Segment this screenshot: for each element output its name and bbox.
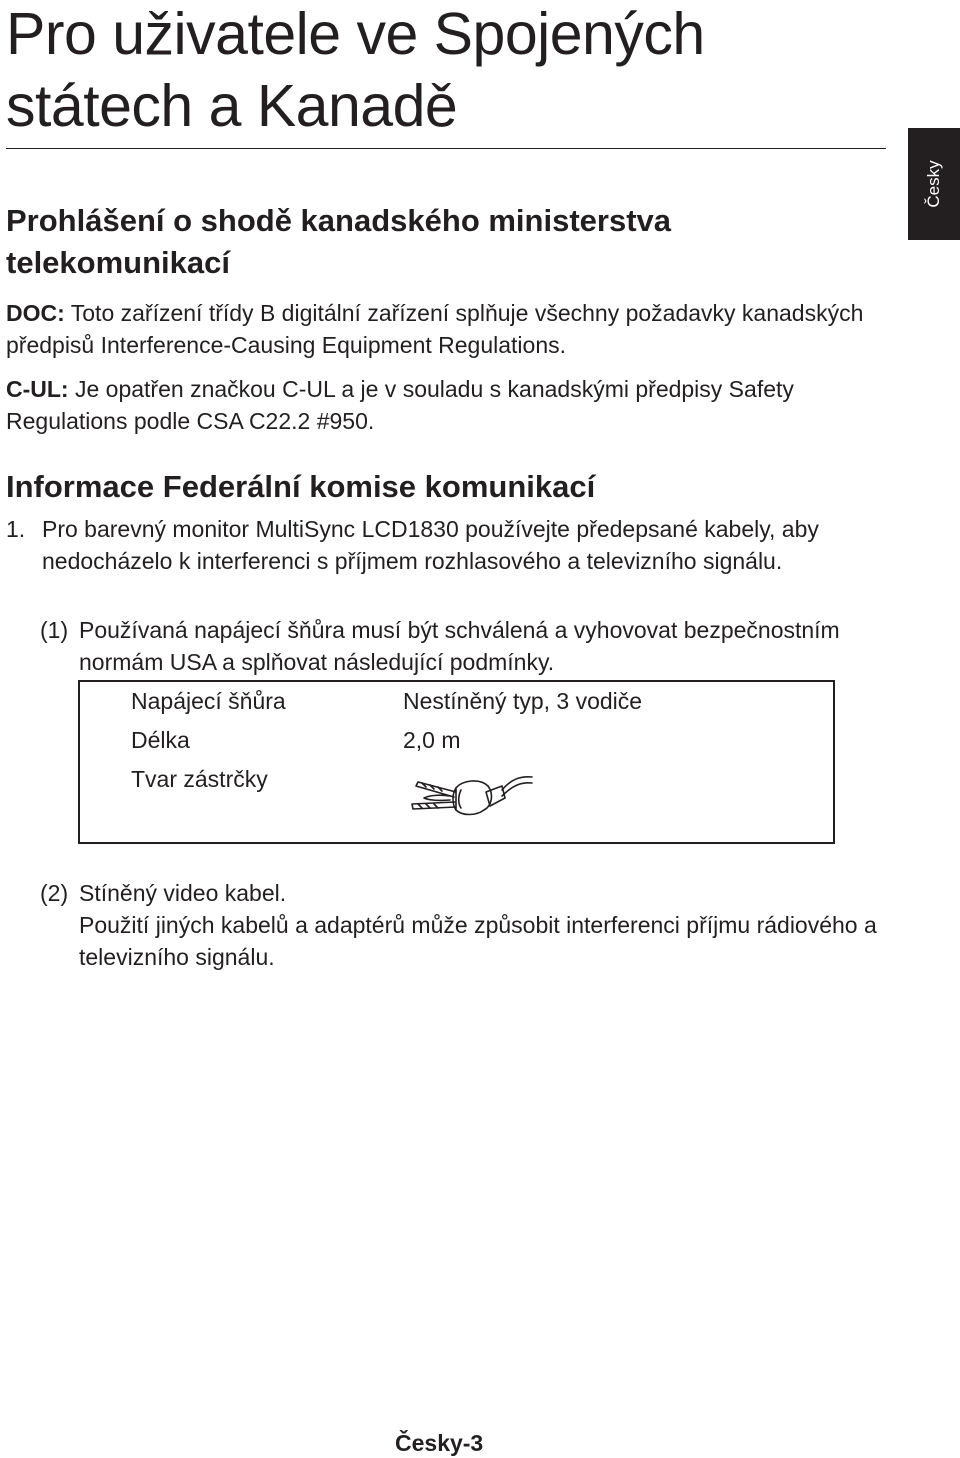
- spec-label-plug: Tvar zástrčky: [131, 766, 268, 792]
- cul-paragraph: [6, 374, 886, 437]
- language-tab-label: Česky: [924, 160, 943, 208]
- language-tab: [908, 128, 960, 240]
- title-divider: [6, 148, 886, 149]
- doc-label: DOC:: [6, 300, 65, 326]
- page-title: Pro uživatele ve Spojených státech a Kanadě: [6, 1, 705, 139]
- doc-text: Toto zařízení třídy B digitální zařízení splňuje všechny požadavky kanadských předpisů Interference-Causing Equipment Regulations.: [6, 300, 864, 358]
- spec-value-cord: Nestíněný typ, 3 vodiče: [403, 688, 643, 714]
- doc-section-heading: Prohlášení o shodě kanadského ministerstva telekomunikací: [6, 203, 672, 280]
- spec-label-length: Délka: [131, 727, 190, 753]
- fcc-section-heading: Informace Federální komise komunikací: [6, 469, 596, 504]
- power-cord-spec-table: [78, 680, 835, 844]
- cul-label: C-UL:: [6, 376, 69, 402]
- sub-marker-2: (2): [40, 880, 69, 906]
- page-number: Česky-3: [395, 1430, 484, 1456]
- spec-label-cord: Napájecí šňůra: [131, 688, 286, 714]
- three-prong-plug-icon: [404, 770, 534, 824]
- cul-text: Je opatřen značkou C-UL a je v souladu s kanadskými předpisy Safety Regulations podle CSA C22.2 #950.: [6, 376, 794, 434]
- list-text-1: Pro barevný monitor MultiSync LCD1830 používejte předepsané kabely, aby nedocházelo k interferenci s příjmem rozhlasového a televizního signálu.: [42, 516, 819, 574]
- sub-text-2: Stíněný video kabel. Použití jiných kabelů a adaptérů může způsobit interferenci příjmu rádiového a televizního signálu.: [79, 880, 877, 970]
- doc-paragraph: [6, 298, 886, 361]
- list-marker-1: 1.: [6, 516, 26, 542]
- spec-value-length: 2,0 m: [403, 727, 461, 753]
- sub-text-1: Používaná napájecí šňůra musí být schválená a vyhovovat bezpečnostním normám USA a splňovat následující podmínky.: [79, 617, 840, 675]
- sub-marker-1: (1): [40, 617, 69, 643]
